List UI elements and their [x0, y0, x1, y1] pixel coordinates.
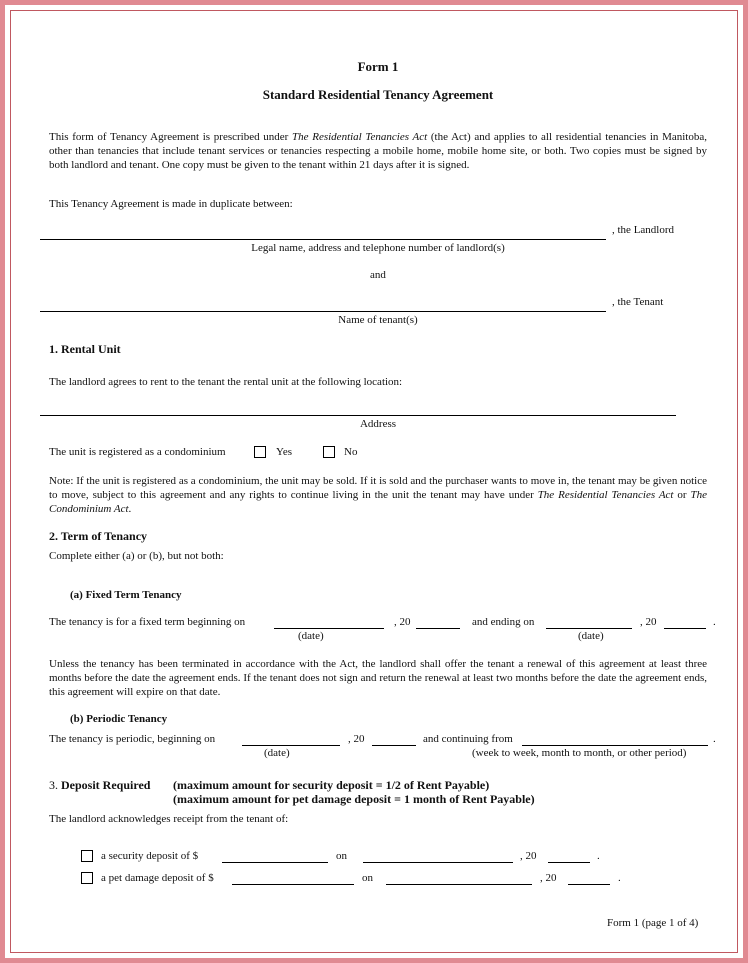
- max-security-note: (maximum amount for security deposit = 1/2 of Rent Payable): [173, 778, 490, 792]
- pet-deposit-label: a pet damage deposit of $: [101, 872, 214, 884]
- intro-paragraph: [49, 130, 707, 172]
- form-number: Form 1: [357, 59, 399, 74]
- periodic-period-field[interactable]: [522, 745, 708, 746]
- pet-period-end: .: [618, 872, 621, 884]
- condo-yes-checkbox[interactable]: [254, 446, 266, 458]
- fixed-begin-date-field[interactable]: [274, 628, 384, 629]
- address-field[interactable]: [40, 415, 676, 416]
- fixed-end-year-field[interactable]: [664, 628, 706, 629]
- fixed-term-text: The tenancy is for a fixed term beginning on: [49, 616, 246, 628]
- fixed-end-year-prefix: , 20: [640, 616, 657, 628]
- security-year-prefix: , 20: [520, 850, 537, 862]
- intro-act-name: The Residential Tenancies Act: [292, 131, 428, 143]
- security-amount-field[interactable]: [222, 862, 328, 863]
- periodic-year-field[interactable]: [372, 745, 416, 746]
- renewal-paragraph: Unless the tenancy has been terminated in accordance with the Act, the landlord shall offer the tenant a renewal of this agreement at least three months before the date the agreement ends. If the tenant does not sign and return the renewal at least two months before the date the agreement ends, this agreement will expire on that date.: [49, 658, 707, 698]
- security-on-label: on: [336, 850, 347, 862]
- periodic-date-caption: (date): [264, 747, 290, 759]
- periodic-year-prefix: , 20: [348, 733, 365, 745]
- tenant-caption: Name of tenant(s): [338, 314, 418, 326]
- periodic-period-caption: (week to week, month to month, or other period): [472, 747, 687, 759]
- intro-text-2: (the Act) and applies to all residential tenancies in Manitoba, other than tenancies that include tenant services or tenancies respecting a mobile home, mobile home site, or both. Two copies must be signed by both landlord and tenant. One copy must be given to the tenant within 21 days after it is signed.: [49, 131, 707, 171]
- fixed-end-date-field[interactable]: [546, 628, 632, 629]
- periodic-heading: (b) Periodic Tenancy: [70, 713, 168, 725]
- pet-amount-field[interactable]: [232, 884, 354, 885]
- condo-note: [49, 474, 707, 516]
- tenant-field[interactable]: [40, 311, 606, 312]
- fixed-term-heading: (a) Fixed Term Tenancy: [70, 589, 182, 601]
- security-deposit-checkbox[interactable]: [81, 850, 93, 862]
- fixed-begin-date-caption: (date): [298, 630, 324, 642]
- section3-heading: [49, 778, 150, 793]
- max-pet-note: (maximum amount for pet damage deposit = 1 month of Rent Payable): [173, 792, 535, 806]
- condo-no-label: No: [344, 446, 358, 458]
- security-date-field[interactable]: [363, 862, 513, 863]
- landlord-field[interactable]: [40, 239, 606, 240]
- section1-heading: 1. Rental Unit: [49, 342, 121, 356]
- form-title: Standard Residential Tenancy Agreement: [262, 87, 494, 102]
- condo-label: The unit is registered as a condominium: [49, 446, 226, 458]
- page-number: Form 1 (page 1 of 4): [607, 917, 699, 929]
- pet-date-field[interactable]: [386, 884, 532, 885]
- condo-no-checkbox[interactable]: [323, 446, 335, 458]
- fixed-end-date-caption: (date): [578, 630, 604, 642]
- condo-yes-label: Yes: [276, 446, 293, 458]
- continuing-from-text: and continuing from: [423, 733, 513, 745]
- deposit-ack-text: The landlord acknowledges receipt from the tenant of:: [49, 813, 289, 825]
- periodic-begin-date-field[interactable]: [242, 745, 340, 746]
- note-end: .: [128, 503, 132, 515]
- security-period-end: .: [597, 850, 600, 862]
- pet-year-field[interactable]: [568, 884, 610, 885]
- address-caption: Address: [359, 418, 397, 430]
- fixed-begin-year-prefix: , 20: [394, 616, 411, 628]
- periodic-text: The tenancy is periodic, beginning on: [49, 733, 216, 745]
- section3-title: Deposit Required: [58, 778, 151, 792]
- fixed-period-end: .: [713, 616, 716, 628]
- note-act-1: The Residential Tenancies Act: [537, 489, 674, 501]
- pet-year-prefix: , 20: [540, 872, 557, 884]
- landlord-caption: Legal name, address and telephone number of landlord(s): [251, 242, 505, 254]
- fixed-begin-year-field[interactable]: [416, 628, 460, 629]
- security-year-field[interactable]: [548, 862, 590, 863]
- note-or: or: [673, 489, 691, 501]
- section3-number: 3.: [49, 778, 58, 792]
- made-between-text: This Tenancy Agreement is made in duplicate between:: [49, 198, 293, 210]
- pet-on-label: on: [362, 872, 373, 884]
- pet-deposit-checkbox[interactable]: [81, 872, 93, 884]
- rental-agree-text: The landlord agrees to rent to the tenant the rental unit at the following location:: [49, 376, 403, 388]
- periodic-period-end: .: [713, 733, 716, 745]
- landlord-suffix: , the Landlord: [612, 224, 675, 236]
- and-text: and: [370, 269, 386, 281]
- tenant-suffix: , the Tenant: [612, 296, 664, 308]
- section2-heading: 2. Term of Tenancy: [49, 529, 148, 543]
- note-act-2: The Condominium Act: [49, 489, 708, 515]
- note-text: Note: If the unit is registered as a condominium, the unit may be sold. If it is sold and the purchaser wants to move in, the tenant may be given notice to move, subject to this agreement and any rights to continue living in the unit the tenant may have under: [49, 475, 707, 501]
- intro-text-1: This form of Tenancy Agreement is prescribed under: [49, 131, 293, 143]
- term-instruction: Complete either (a) or (b), but not both:: [49, 550, 224, 562]
- ending-on-text: and ending on: [472, 616, 535, 628]
- security-deposit-label: a security deposit of $: [101, 850, 199, 862]
